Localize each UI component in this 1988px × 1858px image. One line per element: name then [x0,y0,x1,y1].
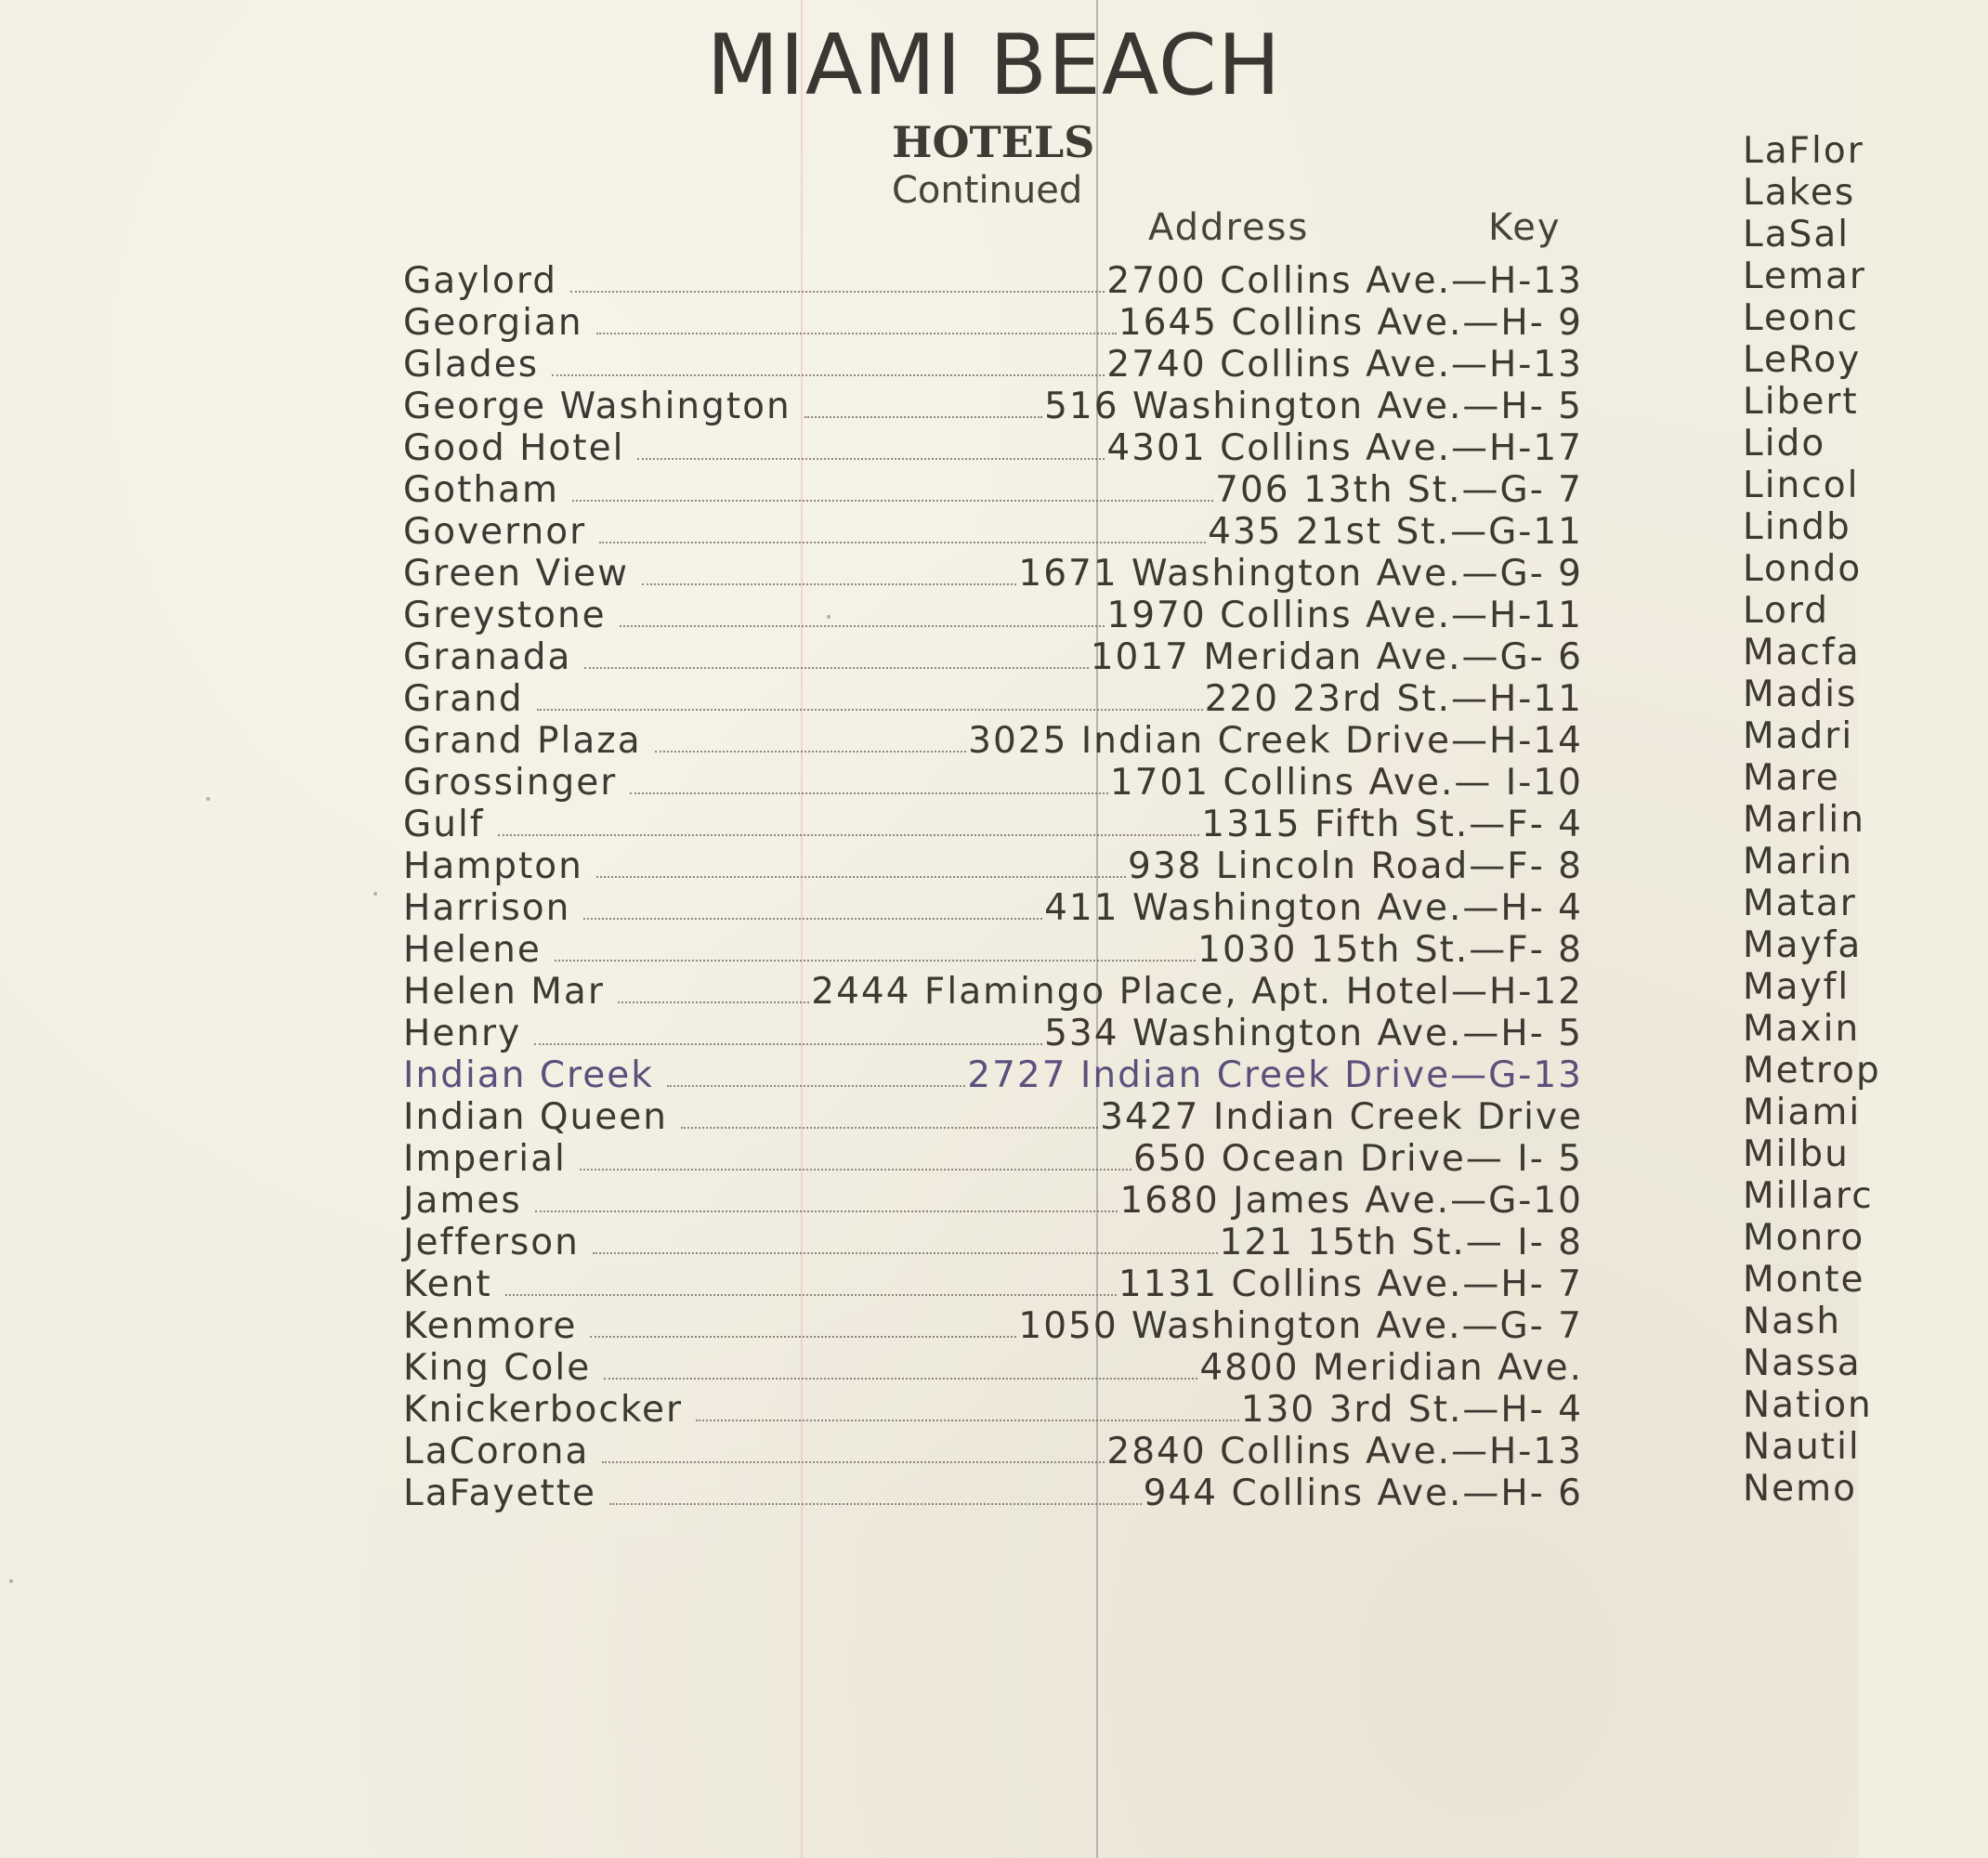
hotel-name: Helene [403,929,542,971]
hotel-address-key: 130 3rd St.—H- 4 [1240,1389,1583,1431]
hotel-address-key: 1315 Fifth St.—F- 4 [1201,804,1583,845]
next-column-item: Millarc [1743,1175,1874,1217]
hotel-name: Grand Plaza [403,720,642,762]
hotel-address-key: 944 Collins Ave.—H- 6 [1143,1472,1583,1514]
dot-leader [580,1169,1131,1171]
hotel-row [403,1013,1583,1054]
hotel-row [403,678,1583,720]
section-title: HOTELS [892,117,1095,167]
dot-leader [604,1378,1197,1380]
next-column-item: LaSal [1743,214,1851,255]
hotel-row [403,469,1583,511]
next-column-item: Monte [1743,1259,1865,1301]
next-column-item: Madri [1743,715,1854,757]
hotel-address-key: 2740 Collins Ave.—H-13 [1106,344,1583,386]
next-column-item: Mayfl [1743,966,1851,1008]
hotel-row [403,762,1583,804]
next-column-list [1743,130,1881,1510]
hotel-row [403,636,1583,678]
hotel-name: Gaylord [403,260,558,302]
next-column-item: Lido [1743,423,1826,464]
hotel-row [403,302,1583,344]
dot-leader [537,709,1203,711]
next-column-item: Libert [1743,381,1859,423]
hotel-name: Knickerbocker [403,1389,684,1431]
next-column-item: Nassa [1743,1342,1862,1384]
hotel-name: Good Hotel [403,427,625,469]
dot-leader [642,583,1016,585]
hotel-address-key: 706 13th St.—G- 7 [1215,469,1583,511]
dot-leader [599,542,1206,543]
next-column-item: Lakes [1743,172,1856,214]
dot-leader [583,918,1042,920]
hotel-name: George Washington [403,386,791,427]
dot-leader [655,751,966,752]
hotel-address-key: 2700 Collins Ave.—H-13 [1106,260,1583,302]
hotel-row [403,1180,1583,1222]
hotel-row [403,929,1583,971]
next-column-item: Mayfa [1743,924,1863,966]
next-column-item: Londo [1743,548,1863,590]
hotel-address-key: 1131 Collins Ave.—H- 7 [1118,1263,1583,1305]
hotel-address-key: 1050 Washington Ave.—G- 7 [1018,1305,1583,1347]
hotel-name: Kent [403,1263,492,1305]
hotel-row [403,595,1583,636]
next-column-item: Metrop [1743,1050,1881,1092]
hotel-name: King Cole [403,1347,592,1389]
dot-leader [618,1001,809,1003]
dot-leader [696,1420,1239,1421]
hotel-name: Gulf [403,804,485,845]
paper-speck [9,1579,13,1583]
hotel-address-key: 121 15th St.— I- 8 [1219,1222,1583,1263]
hotel-name: Imperial [403,1138,567,1180]
dot-leader [804,416,1042,418]
hotel-address-key: 1701 Collins Ave.— I-10 [1109,762,1583,804]
dot-leader [602,1461,1105,1463]
hotel-address-key: 2444 Flamingo Place, Apt. Hotel—H-12 [811,971,1583,1013]
hotel-name: Greystone [403,595,607,636]
hotel-row [403,1263,1583,1305]
dot-leader [535,1210,1118,1212]
hotel-row [403,1054,1583,1096]
next-column-item: LeRoy [1743,339,1862,381]
hotel-name: James [403,1180,522,1222]
hotel-row [403,1138,1583,1180]
dot-leader [534,1043,1042,1045]
hotel-address-key: 938 Lincoln Road—F- 8 [1128,845,1583,887]
dot-leader [630,792,1108,794]
hotel-row [403,845,1583,887]
next-column-item: Marlin [1743,799,1865,841]
hotel-row [403,386,1583,427]
hotel-name: Indian Queen [403,1096,668,1138]
hotel-address-key: 2727 Indian Creek Drive—G-13 [967,1054,1583,1096]
hotel-address-key: 1680 James Ave.—G-10 [1119,1180,1583,1222]
next-column-item: Milbu [1743,1133,1850,1175]
hotel-address-key: 3025 Indian Creek Drive—H-14 [968,720,1583,762]
hotel-name: Green View [403,553,630,595]
next-column-item: Nemo [1743,1468,1858,1510]
hotel-address-key: 1671 Washington Ave.—G- 9 [1018,553,1583,595]
hotel-row [403,1431,1583,1472]
next-column-item: Nation [1743,1384,1873,1426]
hotel-name: Jefferson [403,1222,580,1263]
hotel-address-key: 4301 Collins Ave.—H-17 [1106,427,1583,469]
next-column-item: Nash [1743,1301,1842,1342]
next-column-item: Lincol [1743,464,1860,506]
hotel-name: Grossinger [403,762,618,804]
hotel-name: Gotham [403,469,559,511]
hotel-row [403,887,1583,929]
dot-leader [609,1503,1142,1505]
dot-leader [637,458,1105,460]
hotel-name: Harrison [403,887,571,929]
dot-leader [593,1252,1218,1254]
dot-leader [620,625,1105,627]
dot-leader [681,1127,1098,1129]
hotel-address-key: 1030 15th St.—F- 8 [1197,929,1583,971]
hotel-name: Glades [403,344,540,386]
hotel-name: Henry [403,1013,522,1054]
next-column-item: Lemar [1743,255,1866,297]
next-column-item: Miami [1743,1092,1862,1133]
hotel-address-key: 435 21st St.—G-11 [1208,511,1583,553]
dot-leader [505,1294,1117,1296]
hotel-address-key: 3427 Indian Creek Drive [1100,1096,1583,1138]
key-column-header: Key [1488,206,1562,249]
next-column-item: LaFlor [1743,130,1864,172]
hotel-row [403,427,1583,469]
paper-speck [206,797,210,801]
dot-leader [555,960,1196,962]
hotel-address-key: 516 Washington Ave.—H- 5 [1044,386,1583,427]
hotel-address-key: 4800 Meridian Ave. [1199,1347,1583,1389]
next-column-item: Lindb [1743,506,1851,548]
next-column-item: Nautil [1743,1426,1861,1468]
hotel-row [403,1222,1583,1263]
hotel-address-key: 534 Washington Ave.—H- 5 [1044,1013,1583,1054]
dot-leader [572,500,1213,502]
hotel-list [403,260,1583,1514]
hotel-row [403,804,1583,845]
section-subtitle: Continued [892,169,1083,212]
dot-leader [596,876,1126,878]
hotel-name: Indian Creek [403,1054,654,1096]
hotel-name: LaFayette [403,1472,597,1514]
next-column-item: Matar [1743,883,1857,924]
next-column-item: Mare [1743,757,1840,799]
hotel-name: Helen Mar [403,971,605,1013]
hotel-address-key: 1970 Collins Ave.—H-11 [1106,595,1583,636]
hotel-name: Granada [403,636,572,678]
hotel-name: Kenmore [403,1305,578,1347]
dot-leader [596,333,1117,334]
hotel-row [403,1472,1583,1514]
hotel-row [403,1096,1583,1138]
hotel-row [403,720,1583,762]
next-column-item: Madis [1743,674,1858,715]
hotel-address-key: 1017 Meridan Ave.—G- 6 [1090,636,1583,678]
hotel-row [403,1347,1583,1389]
dot-leader [667,1085,965,1087]
hotel-name: LaCorona [403,1431,590,1472]
hotel-name: Georgian [403,302,583,344]
hotel-address-key: 1645 Collins Ave.—H- 9 [1118,302,1583,344]
next-column-item: Macfa [1743,632,1861,674]
dot-leader [584,667,1088,669]
hotel-row [403,553,1583,595]
hotel-name: Governor [403,511,587,553]
hotel-address-key: 411 Washington Ave.—H- 4 [1044,887,1583,929]
hotel-name: Hampton [403,845,583,887]
hotel-address-key: 650 Ocean Drive— I- 5 [1132,1138,1583,1180]
hotel-address-key: 2840 Collins Ave.—H-13 [1106,1431,1583,1472]
next-column-item: Maxin [1743,1008,1861,1050]
dot-leader [498,834,1200,836]
hotel-name: Grand [403,678,524,720]
paper-speck [373,892,377,896]
dot-leader [590,1336,1016,1338]
next-column-item: Marin [1743,841,1854,883]
next-column-item: Lord [1743,590,1830,632]
hotel-row [403,260,1583,302]
hotel-row [403,1305,1583,1347]
hotel-row [403,971,1583,1013]
hotel-row [403,344,1583,386]
hotel-row [403,511,1583,553]
hotel-address-key: 220 23rd St.—H-11 [1204,678,1583,720]
page-title: MIAMI BEACH [706,17,1282,114]
next-column-item: Leonc [1743,297,1860,339]
next-column-item: Monro [1743,1217,1865,1259]
dot-leader [570,291,1105,293]
dot-leader [552,374,1105,376]
hotel-row [403,1389,1583,1431]
address-column-header: Address [1148,206,1310,249]
